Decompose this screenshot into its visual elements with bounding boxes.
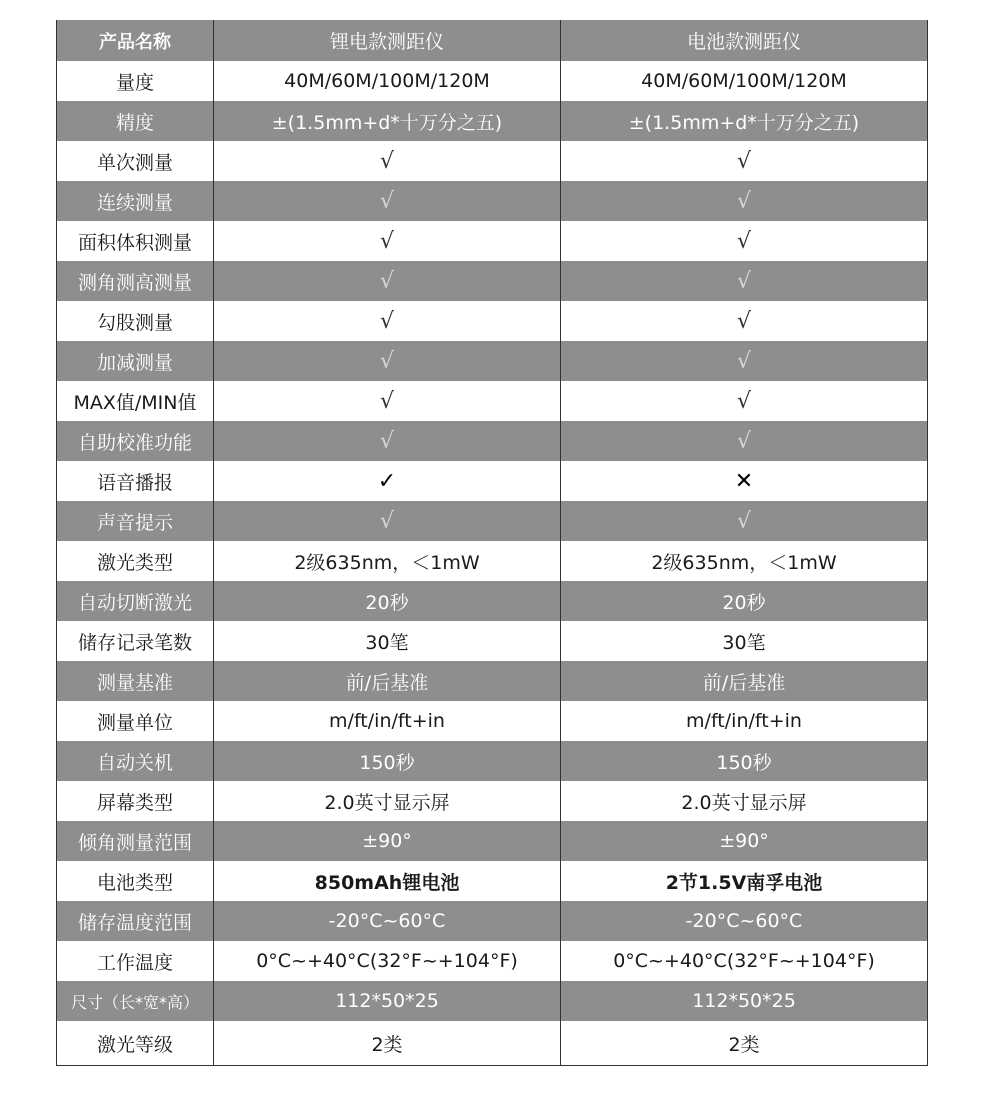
lithium-check-icon: √ (214, 381, 561, 421)
row-label: 声音提示 (57, 501, 214, 541)
row-label: 自动切断激光 (57, 581, 214, 621)
row-label: 加减测量 (57, 341, 214, 381)
table-row (57, 661, 928, 701)
table-row (57, 981, 928, 1021)
row-label: 精度 (57, 101, 214, 141)
lithium-value: 850mAh锂电池 (214, 861, 561, 901)
row-label: 量度 (57, 61, 214, 101)
battery-check-icon: √ (561, 381, 928, 421)
table-row (57, 581, 928, 621)
header-battery-model: 电池款测距仪 (561, 20, 928, 61)
row-label: 储存温度范围 (57, 901, 214, 941)
battery-value: 40M/60M/100M/120M (561, 61, 928, 101)
row-label: 电池类型 (57, 861, 214, 901)
lithium-value: 150秒 (214, 741, 561, 781)
lithium-value: 112*50*25 (214, 981, 561, 1021)
header-lithium-model: 锂电款测距仪 (214, 20, 561, 61)
row-label: 测量单位 (57, 701, 214, 741)
table-row (57, 781, 928, 821)
table-row (57, 61, 928, 101)
table-row (57, 261, 928, 301)
battery-value: m/ft/in/ft+in (561, 701, 928, 741)
battery-value: 2类 (561, 1021, 928, 1066)
battery-check-icon: √ (561, 261, 928, 301)
battery-value: ±90° (561, 821, 928, 861)
row-label: 连续测量 (57, 181, 214, 221)
lithium-check-icon: √ (214, 301, 561, 341)
row-label: 尺寸（长*宽*高） (57, 981, 214, 1021)
table-row (57, 301, 928, 341)
table-row (57, 381, 928, 421)
row-label: 工作温度 (57, 941, 214, 981)
row-label: 语音播报 (57, 461, 214, 501)
table-row (57, 701, 928, 741)
battery-value: ±(1.5mm+d*十万分之五) (561, 101, 928, 141)
battery-value: 150秒 (561, 741, 928, 781)
lithium-value: 2.0英寸显示屏 (214, 781, 561, 821)
battery-check-icon: √ (561, 501, 928, 541)
battery-check-icon: √ (561, 421, 928, 461)
lithium-value: 0°C~+40°C(32°F~+104°F) (214, 941, 561, 981)
row-label: 屏幕类型 (57, 781, 214, 821)
table-row (57, 221, 928, 261)
row-label: 勾股测量 (57, 301, 214, 341)
lithium-value: 前/后基准 (214, 661, 561, 701)
lithium-value: 40M/60M/100M/120M (214, 61, 561, 101)
battery-cross-icon: ✕ (561, 461, 928, 501)
battery-check-icon: √ (561, 341, 928, 381)
lithium-check-icon: ✓ (214, 461, 561, 501)
table-row (57, 341, 928, 381)
spec-comparison-table (56, 20, 928, 1066)
lithium-value: 2级635nm，＜1mW (214, 541, 561, 581)
battery-value: 112*50*25 (561, 981, 928, 1021)
lithium-value: ±90° (214, 821, 561, 861)
table-row (57, 1021, 928, 1066)
table-row (57, 941, 928, 981)
table-row (57, 621, 928, 661)
battery-value: -20°C~60°C (561, 901, 928, 941)
battery-value: 前/后基准 (561, 661, 928, 701)
battery-check-icon: √ (561, 141, 928, 181)
row-label: 面积体积测量 (57, 221, 214, 261)
lithium-value: ±(1.5mm+d*十万分之五) (214, 101, 561, 141)
table-row (57, 541, 928, 581)
battery-check-icon: √ (561, 301, 928, 341)
lithium-check-icon: √ (214, 421, 561, 461)
lithium-check-icon: √ (214, 501, 561, 541)
battery-value: 20秒 (561, 581, 928, 621)
table-row (57, 101, 928, 141)
table-row (57, 141, 928, 181)
row-label: 储存记录笔数 (57, 621, 214, 661)
battery-check-icon: √ (561, 181, 928, 221)
table-row (57, 501, 928, 541)
row-label: 测量基准 (57, 661, 214, 701)
lithium-check-icon: √ (214, 141, 561, 181)
lithium-value: 30笔 (214, 621, 561, 661)
table-header-row (57, 20, 928, 61)
lithium-value: 20秒 (214, 581, 561, 621)
battery-value: 2节1.5V南孚电池 (561, 861, 928, 901)
row-label: 单次测量 (57, 141, 214, 181)
lithium-check-icon: √ (214, 341, 561, 381)
lithium-value: 2类 (214, 1021, 561, 1066)
battery-value: 30笔 (561, 621, 928, 661)
table-row (57, 901, 928, 941)
lithium-check-icon: √ (214, 181, 561, 221)
table-row (57, 741, 928, 781)
battery-value: 2级635nm，＜1mW (561, 541, 928, 581)
row-label: 激光等级 (57, 1021, 214, 1066)
row-label: 自动关机 (57, 741, 214, 781)
row-label: 激光类型 (57, 541, 214, 581)
battery-check-icon: √ (561, 221, 928, 261)
lithium-value: -20°C~60°C (214, 901, 561, 941)
table-row (57, 461, 928, 501)
lithium-check-icon: √ (214, 261, 561, 301)
table-row (57, 181, 928, 221)
lithium-value: m/ft/in/ft+in (214, 701, 561, 741)
table-row (57, 821, 928, 861)
row-label: MAX值/MIN值 (57, 381, 214, 421)
row-label: 测角测高测量 (57, 261, 214, 301)
lithium-check-icon: √ (214, 221, 561, 261)
row-label: 倾角测量范围 (57, 821, 214, 861)
header-product-name: 产品名称 (57, 20, 214, 61)
table-row (57, 421, 928, 461)
battery-value: 2.0英寸显示屏 (561, 781, 928, 821)
battery-value: 0°C~+40°C(32°F~+104°F) (561, 941, 928, 981)
row-label: 自助校准功能 (57, 421, 214, 461)
table-row (57, 861, 928, 901)
